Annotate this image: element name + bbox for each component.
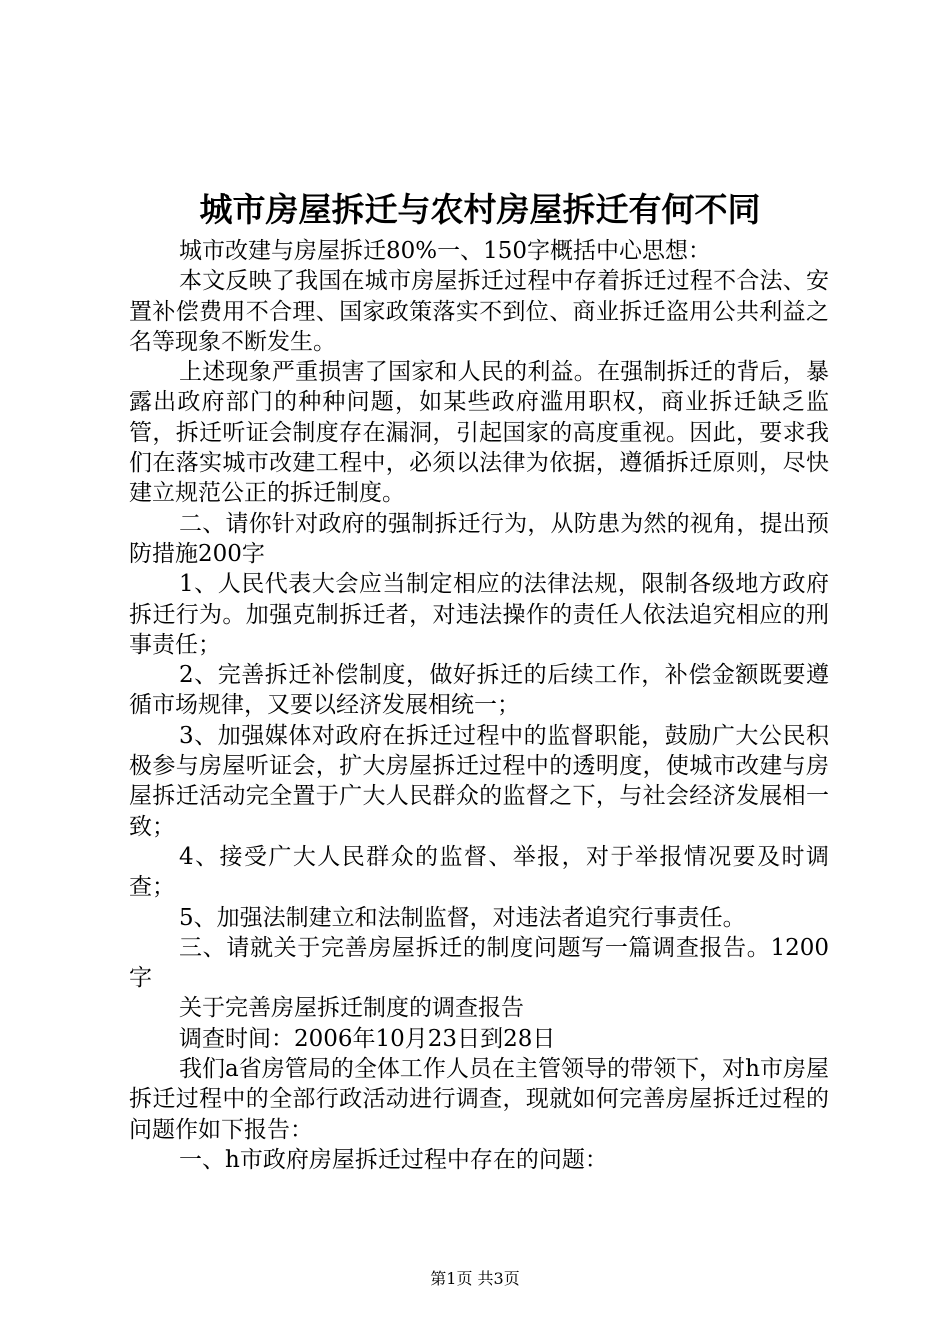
paragraph-5: 1、人民代表大会应当制定相应的法律法规，限制各级地方政府拆迁行为。加强克制拆迁者，对违法操作的责任人依法追究相应的刑事责任； bbox=[129, 571, 829, 658]
paragraph-2: 本文反映了我国在城市房屋拆迁过程中存着拆迁过程不合法、安置补偿费用不合理、国家政策落实不到位、商业拆迁盗用公共利益之名等现象不断发生。 bbox=[129, 268, 829, 355]
paragraph-14: 一、h市政府房屋拆迁过程中存在的问题： bbox=[179, 1146, 608, 1173]
paragraph-10: 三、请就关于完善房屋拆迁的制度问题写一篇调查报告。1200字 bbox=[129, 934, 829, 992]
paragraph-4: 二、请你针对政府的强制拆迁行为，从防患为然的视角，提出预防措施200字 bbox=[129, 510, 829, 567]
paragraph-6: 2、完善拆迁补偿制度，做好拆迁的后续工作，补偿金额既要遵循市场规律，又要以经济发展相统一； bbox=[129, 662, 829, 719]
paragraph-12: 调查时间：2006年10月23日到28日 bbox=[179, 1025, 556, 1052]
document-body bbox=[129, 236, 829, 1175]
page-number-footer: 第1页 共3页 bbox=[430, 1269, 520, 1288]
paragraph-8: 4、接受广大人民群众的监督、举报，对于举报情况要及时调查； bbox=[129, 843, 829, 901]
paragraph-1: 城市改建与房屋拆迁80%一、150字概括中心思想： bbox=[179, 238, 712, 264]
document-title: 城市房屋拆迁与农村房屋拆迁有何不同 bbox=[199, 190, 761, 229]
paragraph-13: 我们a省房管局的全体工作人员在主管领导的带领下，对h市房屋拆迁过程中的全部行政活动进行调查，现就如何完善房屋拆迁过程的问题作如下报告： bbox=[129, 1056, 829, 1143]
paragraph-3: 上述现象严重损害了国家和人民的利益。在强制拆迁的背后，暴露出政府部门的种种问题，如某些政府滥用职权，商业拆迁缺乏监管，拆迁听证会制度存在漏洞，引起国家的高度重视。因此，要求我们在落实城市改建工程中，必须以法律为依据，遵循拆迁原则，尽快建立规范公正的拆迁制度。 bbox=[129, 359, 829, 507]
paragraph-9: 5、加强法制建立和法制监督，对违法者追究行事责任。 bbox=[179, 904, 746, 931]
paragraph-7: 3、加强媒体对政府在拆迁过程中的监督职能，鼓励广大公民积极参与房屋听证会，扩大房屋拆迁过程中的透明度，使城市改建与房屋拆迁活动完全置于广大人民群众的监督之下，与社会经济发展相一致； bbox=[129, 722, 829, 840]
paragraph-11: 关于完善房屋拆迁制度的调查报告 bbox=[179, 995, 524, 1022]
